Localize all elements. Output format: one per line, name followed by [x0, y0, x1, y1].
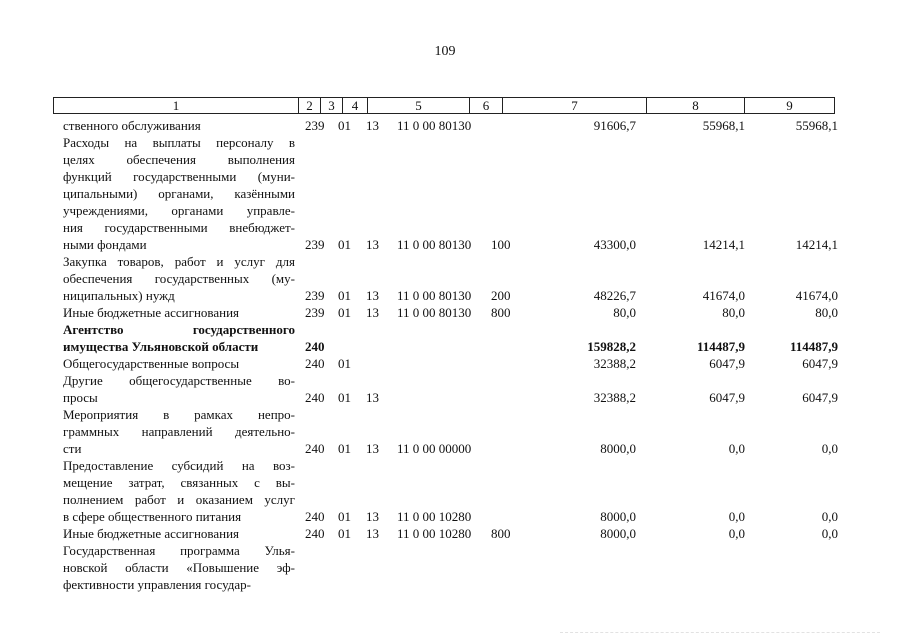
cell-c2: 240 [305, 339, 325, 354]
page-number: 109 [434, 44, 456, 59]
row-label-line: ниципальных) нужд [63, 288, 175, 303]
cell-c9: 41674,0 [795, 288, 838, 303]
row-label-line: сти [63, 441, 82, 456]
cell-c9: 6047,9 [802, 390, 838, 405]
cell-c2: 240 [305, 356, 325, 371]
column-header: 2 [299, 98, 321, 113]
cell-c3: 01 [338, 390, 351, 405]
cell-c2: 240 [305, 390, 325, 405]
cell-c8: 0,0 [728, 509, 745, 524]
cell-c9: 80,0 [815, 305, 838, 320]
cell-c8: 41674,0 [702, 288, 745, 303]
row-label-line: учреждениями, органами управле- [63, 203, 295, 218]
cell-c2: 239 [305, 288, 325, 303]
cell-c4: 13 [366, 441, 379, 456]
scan-artifact [560, 632, 880, 637]
row-label [63, 372, 295, 406]
row-label-line: граммных направлений деятельно- [63, 424, 295, 439]
row-label-line: ными фондами [63, 237, 147, 252]
row-label-line: в сфере общественного питания [63, 509, 242, 524]
column-header: 4 [343, 98, 368, 113]
row-label [63, 457, 295, 525]
cell-c8: 0,0 [728, 441, 745, 456]
row-label [63, 134, 295, 253]
cell-c3: 01 [338, 441, 351, 456]
row-label-line: Расходы на выплаты персоналу в [63, 135, 295, 150]
row-label [63, 542, 295, 593]
row-label-line: фективности управления государ- [63, 577, 251, 592]
cell-c7: 43300,0 [593, 237, 636, 252]
row-label-line: Предоставление субсидий на воз- [63, 458, 295, 473]
column-header: 7 [503, 98, 647, 113]
cell-c5: 11 0 00 00000 [397, 441, 472, 456]
row-label [63, 525, 295, 542]
cell-c9: 0,0 [821, 509, 838, 524]
row-label-line: мещение затрат, связанных с вы- [63, 475, 295, 490]
cell-c4: 13 [366, 305, 379, 320]
cell-c7: 8000,0 [600, 509, 636, 524]
row-label-line: Государственная программа Улья- [63, 543, 295, 558]
cell-c5: 11 0 00 80130 [397, 305, 472, 320]
row-label-line: Иные бюджетные ассигнования [63, 305, 240, 320]
cell-c2: 240 [305, 526, 325, 541]
cell-c3: 01 [338, 526, 351, 541]
cell-c9: 114487,9 [789, 339, 838, 354]
cell-c3: 01 [338, 305, 351, 320]
cell-c8: 6047,9 [709, 390, 745, 405]
cell-c8: 0,0 [728, 526, 745, 541]
cell-c6: 100 [491, 237, 511, 252]
cell-c7: 32388,2 [593, 390, 636, 405]
row-label-line: Закупка товаров, работ и услуг для [63, 254, 295, 269]
cell-c8: 55968,1 [702, 118, 745, 133]
cell-c5: 11 0 00 10280 [397, 526, 472, 541]
cell-c7: 159828,2 [587, 339, 636, 354]
cell-c2: 239 [305, 118, 325, 133]
cell-c3: 01 [338, 509, 351, 524]
row-label-line: Другие общегосударственные во- [63, 373, 295, 388]
cell-c9: 55968,1 [795, 118, 838, 133]
row-label-line: ния государственными внебюджет- [63, 220, 295, 235]
row-label-line: Общегосударственные вопросы [63, 356, 240, 371]
cell-c5: 11 0 00 80130 [397, 118, 472, 133]
column-header: 8 [647, 98, 745, 113]
cell-c2: 240 [305, 441, 325, 456]
cell-c3: 01 [338, 288, 351, 303]
row-label-line: просы [63, 390, 98, 405]
column-header: 5 [368, 98, 470, 113]
row-label [63, 304, 295, 321]
row-label [63, 355, 295, 372]
cell-c4: 13 [366, 118, 379, 133]
cell-c8: 6047,9 [709, 356, 745, 371]
cell-c8: 14214,1 [702, 237, 745, 252]
row-label [63, 321, 295, 355]
cell-c5: 11 0 00 10280 [397, 509, 472, 524]
column-header: 9 [786, 98, 793, 113]
row-label [63, 406, 295, 457]
cell-c6: 800 [491, 526, 511, 541]
cell-c5: 11 0 00 80130 [397, 237, 472, 252]
table-header [53, 97, 835, 114]
row-label-line: Иные бюджетные ассигнования [63, 526, 240, 541]
cell-c7: 48226,7 [593, 288, 636, 303]
row-label-line: Мероприятия в рамках непро- [63, 407, 295, 422]
row-label-line: ципальными) органами, казёнными [63, 186, 295, 201]
row-label-line: обеспечения государственных (му- [63, 271, 295, 286]
row-label-line: функций государственными (муни- [63, 169, 295, 184]
cell-c2: 239 [305, 237, 325, 252]
cell-c9: 0,0 [821, 441, 838, 456]
row-label-line: целях обеспечения выполнения [63, 152, 295, 167]
row-label [63, 117, 295, 134]
column-header: 1 [54, 98, 299, 113]
cell-c7: 8000,0 [600, 441, 636, 456]
cell-c4: 13 [366, 288, 379, 303]
cell-c2: 239 [305, 305, 325, 320]
cell-c7: 32388,2 [593, 356, 636, 371]
cell-c9: 0,0 [821, 526, 838, 541]
cell-c4: 13 [366, 509, 379, 524]
cell-c8: 80,0 [722, 305, 745, 320]
cell-c5: 11 0 00 80130 [397, 288, 472, 303]
cell-c4: 13 [366, 390, 379, 405]
cell-c3: 01 [338, 118, 351, 133]
cell-c7: 80,0 [613, 305, 636, 320]
column-header: 3 [321, 98, 343, 113]
cell-c7: 91606,7 [593, 118, 636, 133]
column-header: 6 [470, 98, 503, 113]
cell-c8: 114487,9 [696, 339, 745, 354]
cell-c2: 240 [305, 509, 325, 524]
cell-c9: 14214,1 [795, 237, 838, 252]
cell-c3: 01 [338, 356, 351, 371]
row-label-line: полнением работ и оказанием услуг [63, 492, 295, 507]
row-label-line: новской области «Повышение эф- [63, 560, 295, 575]
cell-c4: 13 [366, 237, 379, 252]
row-label-line: ственного обслуживания [63, 118, 201, 133]
row-label-line: Агентство государственного [63, 322, 295, 337]
cell-c3: 01 [338, 237, 351, 252]
row-label-line: имущества Ульяновской области [63, 339, 259, 354]
cell-c6: 200 [491, 288, 511, 303]
row-label [63, 253, 295, 304]
cell-c6: 800 [491, 305, 511, 320]
cell-c4: 13 [366, 526, 379, 541]
cell-c9: 6047,9 [802, 356, 838, 371]
cell-c7: 8000,0 [600, 526, 636, 541]
